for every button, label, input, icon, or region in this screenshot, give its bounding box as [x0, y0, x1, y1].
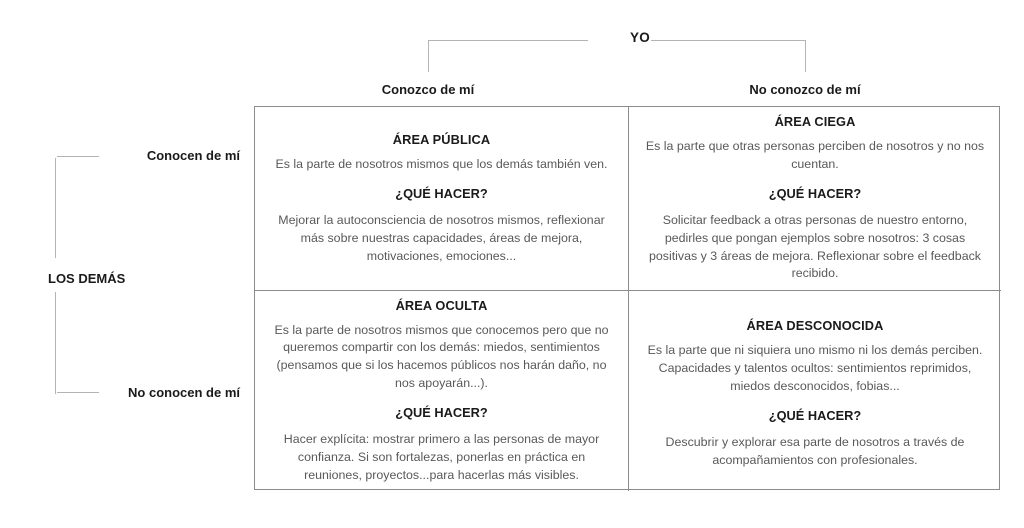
- demas-bracket-line-bottom: [55, 292, 56, 394]
- quadrant-action-heading: ¿QUÉ HACER?: [395, 405, 488, 421]
- quadrant-action-text: Solicitar feedback a otras personas de nuestro entorno, pedirles que pongan ejemplos sobre nosotros: 3 cosas positivas y 3 áreas de mejora. Reflexionar sobre el feedback recibido.: [649, 213, 981, 281]
- quadrant-action-heading: ¿QUÉ HACER?: [768, 408, 862, 424]
- quadrant-title: ÁREA DESCONOCIDA: [746, 318, 884, 334]
- others-axis-label: LOS DEMÁS: [48, 271, 126, 286]
- demas-bracket-stub-bottom: [57, 392, 99, 393]
- self-axis-label: YO: [630, 30, 650, 45]
- quadrant-action-text: Hacer explícita: mostrar primero a las personas de mayor confianza. Si son fortalezas, ponerlas en práctica en reuniones, proyectos...para hacerlas más visibles.: [283, 432, 600, 482]
- johari-window-grid: [254, 106, 1000, 490]
- demas-bracket-stub-top: [57, 156, 99, 157]
- yo-bracket-drop-right: [805, 40, 806, 72]
- column-header-no-conozco-de-mi: No conozco de mí: [749, 82, 861, 97]
- others-axis: [0, 0, 254, 528]
- yo-bracket-drop-left: [428, 40, 429, 72]
- quadrant-action-heading: ¿QUÉ HACER?: [768, 186, 862, 202]
- quadrant-title: ÁREA CIEGA: [774, 114, 856, 130]
- column-header-conozco-de-mi: Conozco de mí: [381, 82, 475, 97]
- yo-bracket-arm-left: [428, 40, 588, 41]
- quadrant-area-ciega: [629, 107, 1001, 291]
- demas-bracket-line-top: [55, 158, 56, 258]
- quadrant-action-heading: ¿QUÉ HACER?: [395, 186, 488, 202]
- quadrant-description: Es la parte de nosotros mismos que los demás también ven.: [275, 156, 608, 171]
- quadrant-area-desconocida: [629, 291, 1001, 491]
- row-header-no-conocen-de-mi: No conocen de mí: [128, 385, 240, 400]
- quadrant-description: Es la parte que otras personas perciben de nosotros y no nos cuentan.: [645, 139, 985, 171]
- quadrant-title: ÁREA OCULTA: [395, 297, 488, 313]
- quadrant-area-oculta: [255, 291, 629, 491]
- quadrant-action-text: Descubrir y explorar esa parte de nosotros a través de acompañamientos con profesionales.: [665, 435, 965, 467]
- row-header-conocen-de-mi: Conocen de mí: [146, 148, 240, 163]
- quadrant-description: Es la parte que ni siquiera uno mismo ni los demás perciben. Capacidades y talentos ocultos: sentimientos reprimidos, miedos desconocidos, fobias...: [647, 343, 983, 393]
- quadrant-title: ÁREA PÚBLICA: [392, 131, 491, 147]
- quadrant-area-publica: [255, 107, 629, 291]
- quadrant-description: Es la parte de nosotros mismos que conocemos pero que no queremos compartir con los demás: miedos, sentimientos (pensamos que si los hacemos públicos nos harán daño, no nos apoyarán...).: [274, 322, 609, 390]
- quadrant-action-text: Mejorar la autoconsciencia de nosotros mismos, reflexionar más sobre nuestras capacidades, áreas de mejora, motivaciones, emociones...: [278, 213, 605, 263]
